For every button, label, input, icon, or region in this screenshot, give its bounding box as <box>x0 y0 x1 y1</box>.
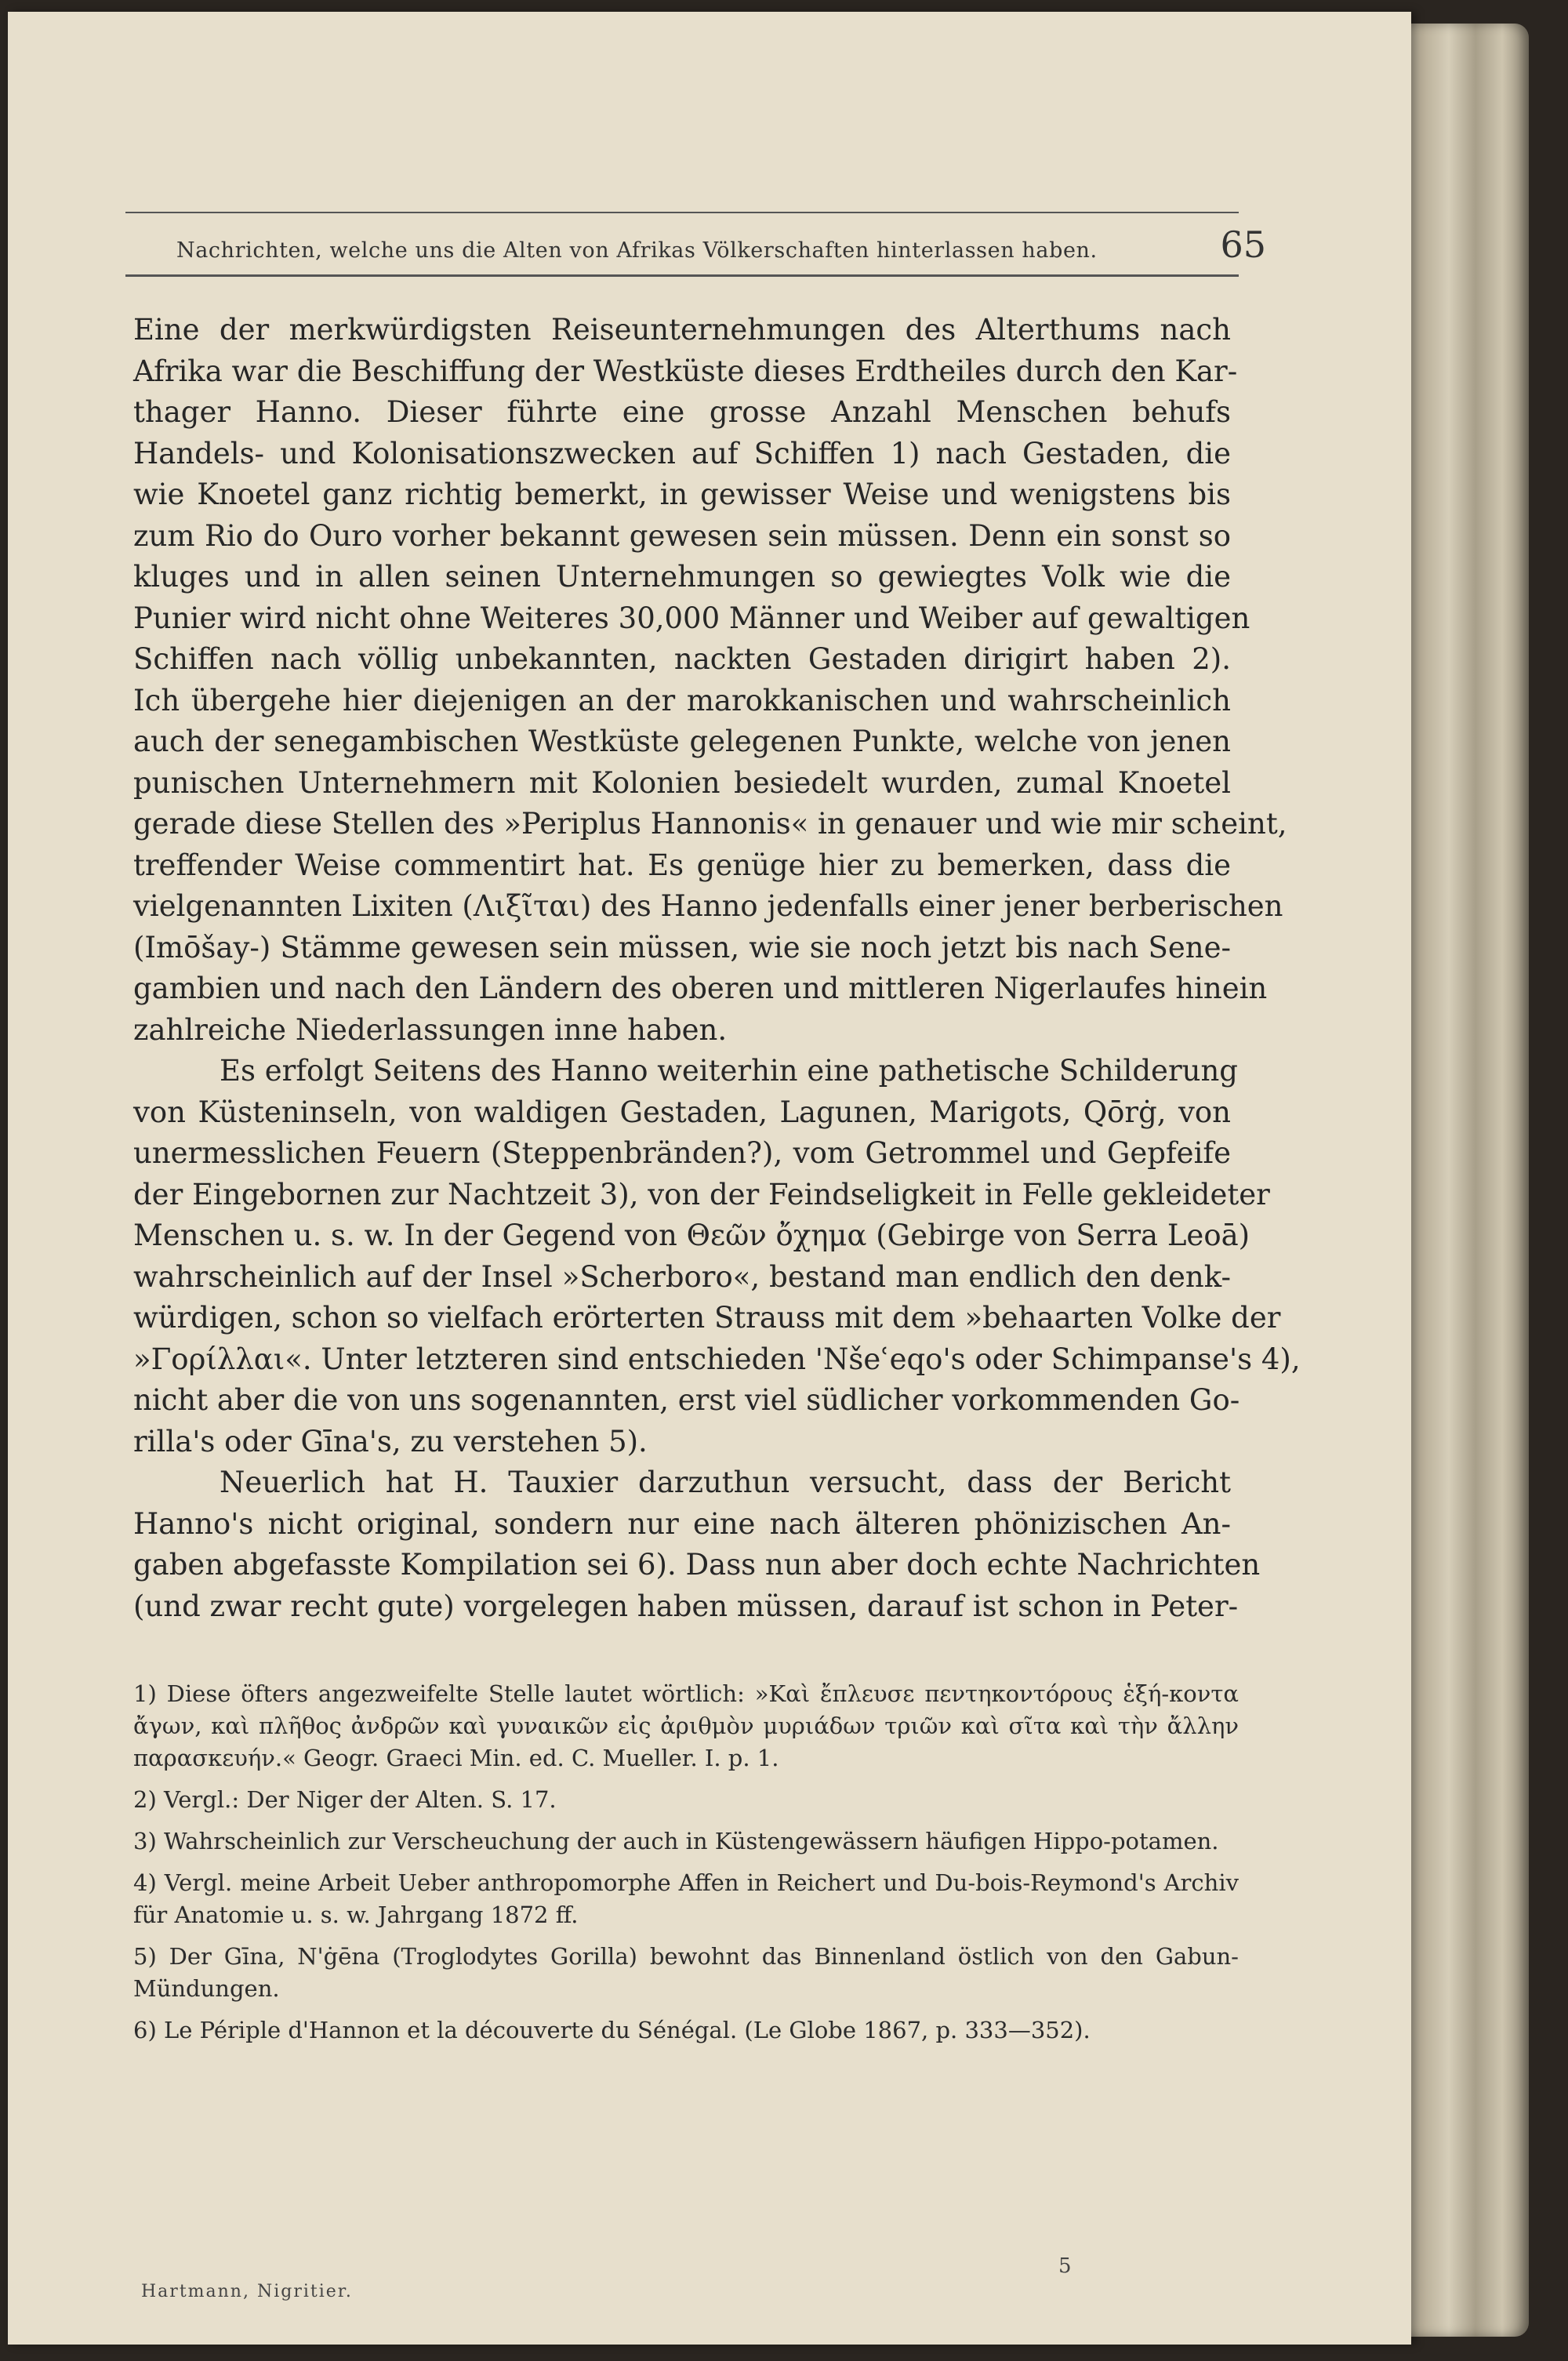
text-line: gambien und nach den Ländern des oberen und mittleren Nigerlaufes hinein <box>133 972 1268 1005</box>
footnotes <box>133 1678 1239 2056</box>
header-rule-top <box>125 212 1239 213</box>
text-line: zahlreiche Niederlassungen inne haben. <box>133 1012 728 1047</box>
text-line: Handels- und Kolonisationszwecken auf Schiffen 1) nach Gestaden, die <box>133 436 1231 470</box>
running-title: Nachrichten, welche uns die Alten von Afrikas Völkerschaften hinterlassen haben. <box>176 238 1098 263</box>
text-line: Hanno's nicht original, sondern nur eine nach älteren phönizischen An- <box>133 1506 1231 1541</box>
text-line: unermesslichen Feuern (Steppenbränden?), vom Getrommel und Gepfeife <box>133 1136 1231 1170</box>
paragraph-3 <box>133 1462 1261 1627</box>
text-line: Menschen u. s. w. In der Gegend von Θεῶν ὄχημα (Gebirge von Serra Leoā) <box>133 1219 1250 1252</box>
text-line: Schiffen nach völlig unbekannten, nackten Gestaden dirigirt haben 2). <box>133 642 1231 676</box>
text-line: Punier wird nicht ohne Weiteres 30,000 Männer und Weiber auf gewaltigen <box>133 601 1250 635</box>
footnote-6: 6) Le Périple d'Hannon et la découverte du Sénégal. (Le Globe 1867, p. 333—352). <box>133 2017 1091 2043</box>
text-line: wahrscheinlich auf der Insel »Scherboro«, bestand man endlich den denk- <box>133 1259 1231 1294</box>
text-line: von Küsteninseln, von waldigen Gestaden, Lagunen, Marigots, Qōrġ, von <box>133 1095 1231 1129</box>
footnote-2: 2) Vergl.: Der Niger der Alten. S. 17. <box>133 1786 557 1813</box>
text-line: Es erfolgt Seitens des Hanno weiterhin eine pathetische Schilderung <box>220 1054 1238 1088</box>
text-line: zum Rio do Ouro vorher bekannt gewesen sein müssen. Denn ein sonst so <box>133 518 1231 553</box>
paragraph-1 <box>133 310 1287 1051</box>
text-line: thager Hanno. Dieser führte eine grosse Anzahl Menschen behufs <box>133 395 1231 429</box>
text-line: Eine der merkwürdigsten Reiseunternehmungen des Alterthums nach <box>133 313 1231 347</box>
text-line: (Imōšay-) Stämme gewesen sein müssen, wie sie noch jetzt bis nach Sene- <box>133 930 1231 964</box>
paragraph-2 <box>133 1051 1301 1462</box>
text-line: punischen Unternehmern mit Kolonien besiedelt wurden, zumal Knoetel <box>133 765 1231 800</box>
text-line: gerade diese Stellen des »Periplus Hannonis« in genauer und wie mir scheint, <box>133 807 1287 841</box>
footnote-1: 1) Diese öfters angezweifelte Stelle lautet wörtlich: »Καὶ ἔπλευσε πεντηκοντόρους ἑξή-κοντα ἄγων, καὶ πλῆθος ἀνδρῶν καὶ γυναικῶν εἰς ἀριθμὸν μυριάδων τριῶν καὶ σῖτα καὶ τὴν ἄλλην παρασκευήν.« Geogr. Graeci Min. ed. C. Mueller. I. p. 1. <box>133 1680 1239 1771</box>
text-line: auch der senegambischen Westküste gelegenen Punkte, welche von jenen <box>133 725 1231 758</box>
header-rule-bottom <box>125 274 1239 277</box>
text-line: vielgenannten Lixiten (Λιξῖται) des Hanno jedenfalls einer jener berberischen <box>133 889 1283 923</box>
footnote-3: 3) Wahrscheinlich zur Verscheuchung der auch in Küstengewässern häufigen Hippo-potamen. <box>133 1828 1219 1854</box>
text-line: treffender Weise commentirt hat. Es genüge hier zu bemerken, dass die <box>133 848 1231 882</box>
text-line: kluges und in allen seinen Unternehmungen so gewiegtes Volk wie die <box>133 560 1231 594</box>
text-line: Afrika war die Beschiffung der Westküste dieses Erdtheiles durch den Kar- <box>133 354 1238 388</box>
footer-author-title: Hartmann, Nigritier. <box>141 2282 353 2301</box>
text-line: wie Knoetel ganz richtig bemerkt, in gewisser Weise und wenigstens bis <box>133 478 1231 511</box>
text-line: Ich übergehe hier diejenigen an der marokkanischen und wahrscheinlich <box>133 683 1231 717</box>
text-line: rilla's oder Gīna's, zu verstehen 5). <box>133 1424 648 1458</box>
text-line: (und zwar recht gute) vorgelegen haben müssen, darauf ist schon in Peter- <box>133 1589 1239 1623</box>
running-header <box>176 223 1266 271</box>
text-line: der Eingebornen zur Nachtzeit 3), von der Feindseligkeit in Felle gekleideter <box>133 1177 1270 1211</box>
footnote-5: 5) Der Gīna, N'ġēna (Troglodytes Gorilla) bewohnt das Binnenland östlich von den Gabun-Mündungen. <box>133 1943 1239 2002</box>
main-text <box>133 310 1301 1627</box>
text-line: würdigen, schon so vielfach erörterten Strauss mit dem »behaarten Volke der <box>133 1301 1281 1335</box>
text-line: »Γορίλλαι«. Unter letzteren sind entschieden 'Nšeʿeqo's oder Schimpanse's 4), <box>133 1342 1301 1376</box>
page-edge-stack <box>1396 24 1529 2337</box>
sheet-signature: 5 <box>1058 2254 1072 2278</box>
page-number: 65 <box>1220 223 1266 266</box>
text-line: Neuerlich hat H. Tauxier darzuthun versucht, dass der Bericht <box>220 1466 1231 1499</box>
text-line: gaben abgefasste Kompilation sei 6). Dass nun aber doch echte Nachrichten <box>133 1548 1261 1582</box>
book-page <box>8 12 1411 2345</box>
footnote-4: 4) Vergl. meine Arbeit Ueber anthropomorphe Affen in Reichert und Du-bois-Reymond's Archiv für Anatomie u. s. w. Jahrgang 1872 ff. <box>133 1869 1239 1928</box>
text-line: nicht aber die von uns sogenannten, erst viel südlicher vorkommenden Go- <box>133 1383 1240 1417</box>
